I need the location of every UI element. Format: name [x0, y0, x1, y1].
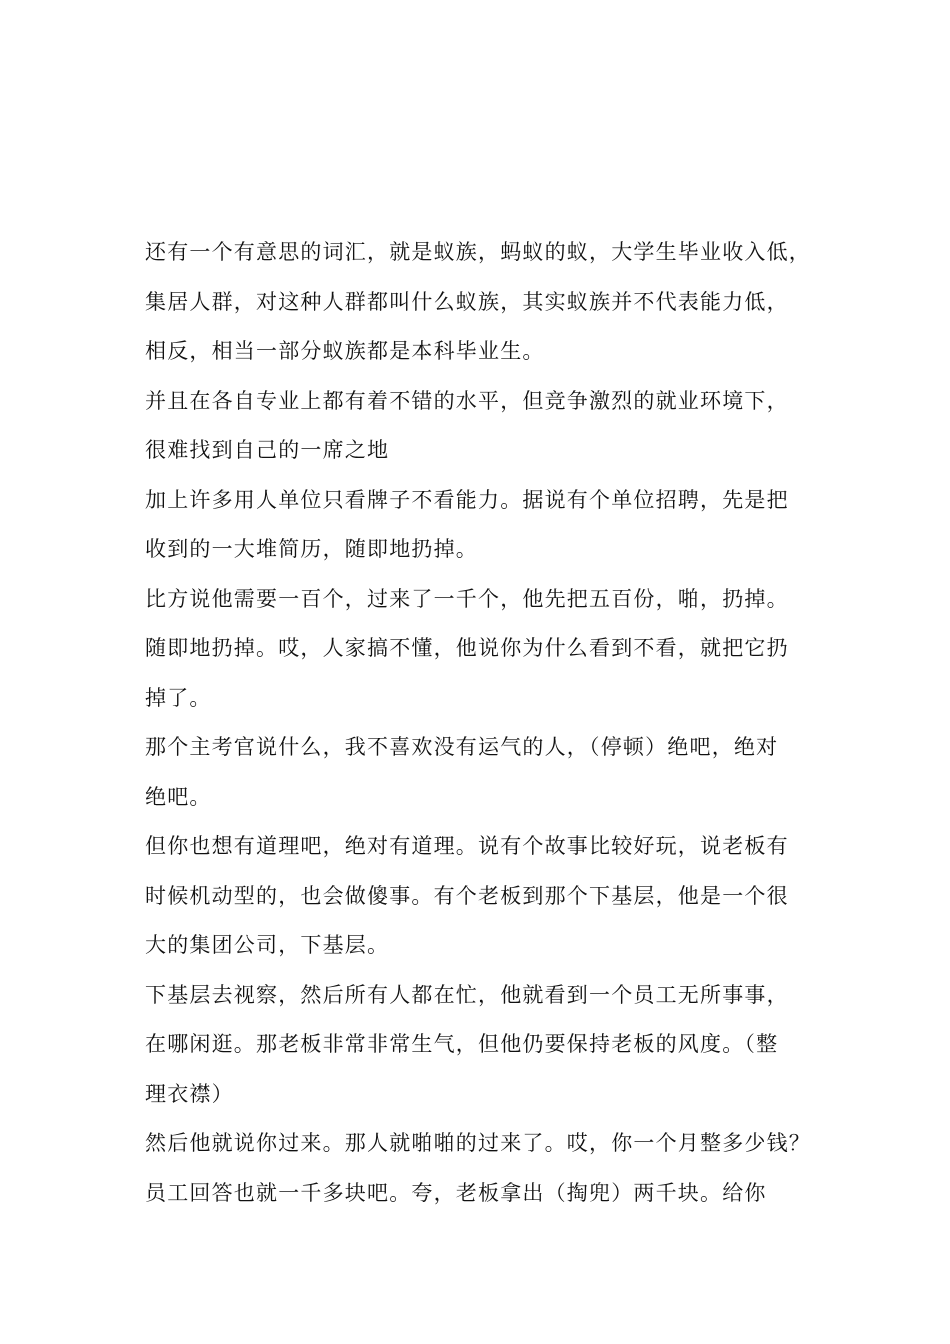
document-body — [145, 232, 935, 1222]
text-line: 加上许多用人单位只看牌子不看能力。据说有个单位招聘，先是把 — [145, 487, 789, 512]
text-line: 那个主考官说什么，我不喜欢没有运气的人，（停顿）绝吧，绝对 — [145, 735, 779, 759]
text-line: 集居人群，对这种人群都叫什么蚁族，其实蚁族并不代表能力低， — [145, 289, 789, 314]
text-line: 掉了。 — [145, 685, 212, 710]
text-line: 员工回答也就一千多块吧。夸，老板拿出（掏兜）两千块。给你 — [145, 1180, 767, 1205]
text-line: 相反，相当一部分蚁族都是本科毕业生。 — [145, 339, 545, 363]
text-line: 还有一个有意思的词汇，就是蚁族，蚂蚁的蚁，大学生毕业收入低， — [145, 240, 811, 264]
text-line: 随即地扔掉。哎，人家搞不懂，他说你为什么看到不看，就把它扔 — [145, 636, 789, 660]
text-line: 下基层去视察，然后所有人都在忙，他就看到一个员工无所事事， — [145, 982, 789, 1007]
text-line: 并且在各自专业上都有着不错的水平，但竞争激烈的就业环境下， — [145, 388, 789, 413]
text-line: 理衣襟） — [145, 1081, 234, 1106]
text-line: 大的集团公司，下基层。 — [145, 933, 390, 957]
text-line: 绝吧。 — [145, 784, 212, 809]
text-line: 然后他就说你过来。那人就啪啪的过来了。哎，你一个月整多少钱？ — [145, 1131, 811, 1155]
text-line: 收到的一大堆简历，随即地扔掉。 — [145, 537, 478, 561]
text-line: 在哪闲逛。那老板非常非常生气，但他仍要保持老板的风度。（整 — [145, 1032, 779, 1056]
text-line: 比方说他需要一百个，过来了一千个，他先把五百份，啪，扔掉。 — [145, 586, 789, 611]
text-line: 时候机动型的，也会做傻事。有个老板到那个下基层，他是一个很 — [145, 883, 789, 908]
text-line: 很难找到自己的一席之地 — [145, 438, 390, 462]
text-line: 但你也想有道理吧，绝对有道理。说有个故事比较好玩，说老板有 — [145, 834, 789, 858]
